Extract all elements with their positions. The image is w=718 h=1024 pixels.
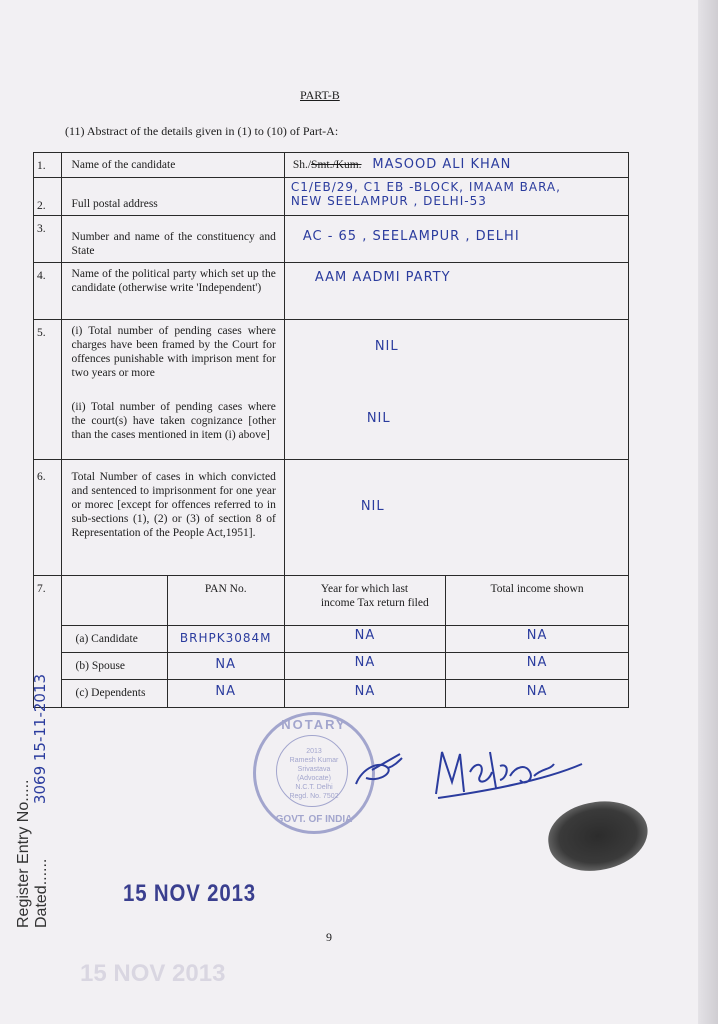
table-row: [34, 680, 629, 708]
abstract-table: [33, 152, 629, 708]
abstract-heading: (11) Abstract of the details given in (1) to (10) of Part-A:: [65, 124, 339, 138]
row-number: 7.: [34, 576, 62, 708]
table-row: [34, 460, 629, 576]
address-line-2: NEW SEELAMPUR , DELHI-53: [290, 194, 487, 208]
page-number: 9: [326, 930, 332, 944]
row-label: Name of the candidate: [61, 153, 284, 178]
row-number: 2.: [34, 178, 62, 216]
prefix-smt-kum: Smt./Kum.: [311, 159, 362, 171]
spouse-label: (b) Spouse: [61, 653, 167, 680]
table-row: [34, 178, 629, 216]
table-row: [34, 320, 629, 460]
dependents-label: (c) Dependents: [61, 680, 167, 708]
table-row: [34, 626, 629, 653]
register-entry-label: Register Entry No.....: [15, 779, 32, 928]
income-header-row: [34, 576, 629, 626]
row-number: 6.: [34, 460, 62, 576]
spouse-year: NA: [354, 655, 376, 670]
date-stamp: 15 NOV 2013: [123, 880, 256, 907]
convictions-value: NIL: [360, 499, 385, 514]
pending-cases-ii-label: (ii) Total number of pending cases where the court(s) have taken cognizance [other than the cases mentioned in item (i) above]: [71, 401, 276, 441]
row-number: 4.: [34, 263, 62, 320]
table-row: [34, 263, 629, 320]
row-label: Number and name of the constituency and State: [61, 216, 284, 263]
candidate-year: NA: [354, 628, 376, 643]
thumb-impression: [544, 795, 652, 876]
dependents-year: NA: [354, 684, 376, 699]
pending-cases-cell: [284, 320, 628, 460]
candidate-label: (a) Candidate: [61, 626, 167, 653]
row-label: Total Number of cases in which convicted and sentenced to imprisonment for one year or morec [except for offences referred to in sub-sections (1), (2) or (3) of section 8 of Representation of the People Act,1951].: [61, 460, 284, 576]
party-value: AAM AADMI PARTY: [314, 270, 451, 285]
notary-role: (Advocate): [297, 775, 331, 782]
signature-mark: [430, 742, 590, 802]
page-edge: [698, 0, 718, 1024]
address-cell: [284, 178, 628, 216]
dependents-income: NA: [526, 684, 548, 699]
dependents-pan: NA: [215, 684, 237, 699]
date-stamp-ghost: 15 NOV 2013: [80, 960, 226, 987]
pan-header: PAN No.: [167, 576, 284, 626]
notary-seal-top: NOTARY: [281, 717, 347, 732]
constituency-cell: [284, 216, 628, 263]
register-entry-handwritten: 3069 15-11-2013: [31, 673, 50, 805]
convictions-cell: [284, 460, 628, 576]
row-label: Name of the political party which set up the candidate (otherwise write 'Independent'): [61, 263, 284, 320]
notary-year: 2013: [306, 748, 322, 755]
candidate-income: NA: [526, 628, 548, 643]
pending-cases-i-label: (i) Total number of pending cases where charges have been framed by the Court for offences punishable with imprison ment for two years or more: [71, 325, 276, 379]
income-header: Total income shown: [446, 576, 629, 626]
register-dated-label: Dated......: [33, 858, 50, 928]
notary-name: Ramesh Kumar Srivastava: [289, 757, 339, 773]
notary-area: N.C.T. Delhi: [295, 784, 333, 791]
notary-seal-center: [282, 747, 346, 801]
table-row: [34, 216, 629, 263]
prefix-sh: Sh./: [292, 159, 312, 171]
row-number: 3.: [34, 216, 62, 263]
pending-cases-ii-value: NIL: [366, 411, 391, 426]
pending-cases-i-value: NIL: [374, 339, 399, 354]
notary-seal-bottom: GOVT. OF INDIA: [275, 814, 353, 825]
part-title: PART-B: [300, 88, 340, 102]
constituency-value: AC - 65 , SEELAMPUR , DELHI: [302, 229, 520, 244]
spouse-pan: NA: [215, 657, 237, 672]
row-number: 5.: [34, 320, 62, 460]
notary-initials: [352, 748, 406, 792]
notary-regd: Regd. No. 7502: [289, 793, 339, 800]
address-line-1: C1/EB/29, C1 EB -BLOCK, IMAAM BARA,: [290, 180, 561, 194]
row-label: Full postal address: [61, 178, 284, 216]
row-label: [61, 320, 284, 460]
party-cell: [284, 263, 628, 320]
candidate-name: MASOOD ALI KHAN: [372, 157, 512, 172]
candidate-pan: BRHPK3084M: [179, 631, 272, 645]
spouse-income: NA: [526, 655, 548, 670]
year-header: Year for which last income Tax return filed: [284, 576, 445, 626]
table-row: [34, 653, 629, 680]
table-row: [34, 153, 629, 178]
row-number: 1.: [34, 153, 62, 178]
candidate-name-cell: [284, 153, 628, 178]
